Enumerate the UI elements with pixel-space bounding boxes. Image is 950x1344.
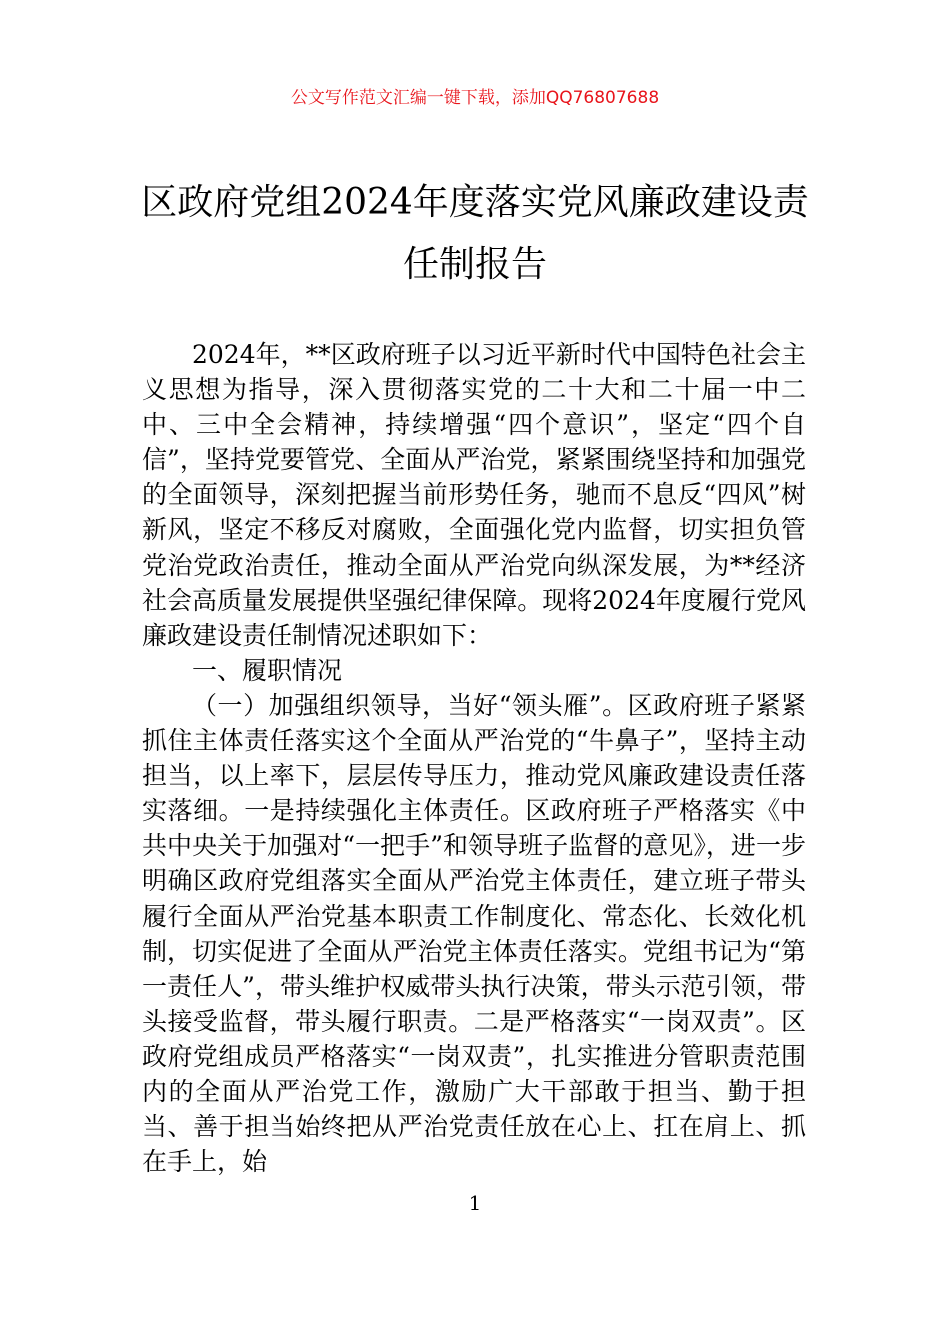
- document-body: [142, 337, 806, 1179]
- section-heading: 一、履职情况: [192, 655, 343, 685]
- paragraph-intro: 2024年，**区政府班子以习近平新时代中国特色社会主义思想为指导，深入贯彻落实党的二十大和二十届一中二中、三中全会精神，持续增强“四个意识”，坚定“四个自信”，坚持党要管党、全面从严治党，紧紧围绕坚持和加强党的全面领导，深刻把握当前形势任务，驰而不息反“四风”树新风，坚定不移反对腐败，全面强化党内监督，切实担负管党治党政治责任，推动全面从严治党向纵深发展，为**经济社会高质量发展提供坚强纪律保障。现将2024年度履行党风廉政建设责任制情况述职如下：: [142, 340, 806, 650]
- title-line-1: 区政府党组2024年度落实党风廉政建设责: [141, 182, 809, 223]
- title-line-2: 任制报告: [402, 244, 547, 285]
- document-title: [100, 172, 850, 296]
- page-number: 1: [468, 1191, 482, 1215]
- watermark-banner: 公文写作范文汇编一键下载，添加QQ76807688: [290, 88, 660, 108]
- paragraph-organization-leadership: （一）加强组织领导，当好“领头雁”。区政府班子紧紧抓住主体责任落实这个全面从严治党的“牛鼻子”，坚持主动担当，以上率下，层层传导压力，推动党风廉政建设责任落实落细。一是持续强化主体责任。区政府班子严格落实《中共中央关于加强对“一把手”和领导班子监督的意见》，进一步明确区政府党组落实全面从严治党主体责任，建立班子带头履行全面从严治党基本职责工作制度化、常态化、长效化机制，切实促进了全面从严治党主体责任落实。党组书记为“第一责任人”，带头维护权威带头执行决策，带头示范引领，带头接受监督，带头履行职责。二是严格落实“一岗双责”。区政府党组成员严格落实“一岗双责”，扎实推进分管职责范围内的全面从严治党工作，激励广大干部敢于担当、勤于担当、善于担当始终把从严治党责任放在心上、扛在肩上、抓在手上，始: [142, 690, 806, 1177]
